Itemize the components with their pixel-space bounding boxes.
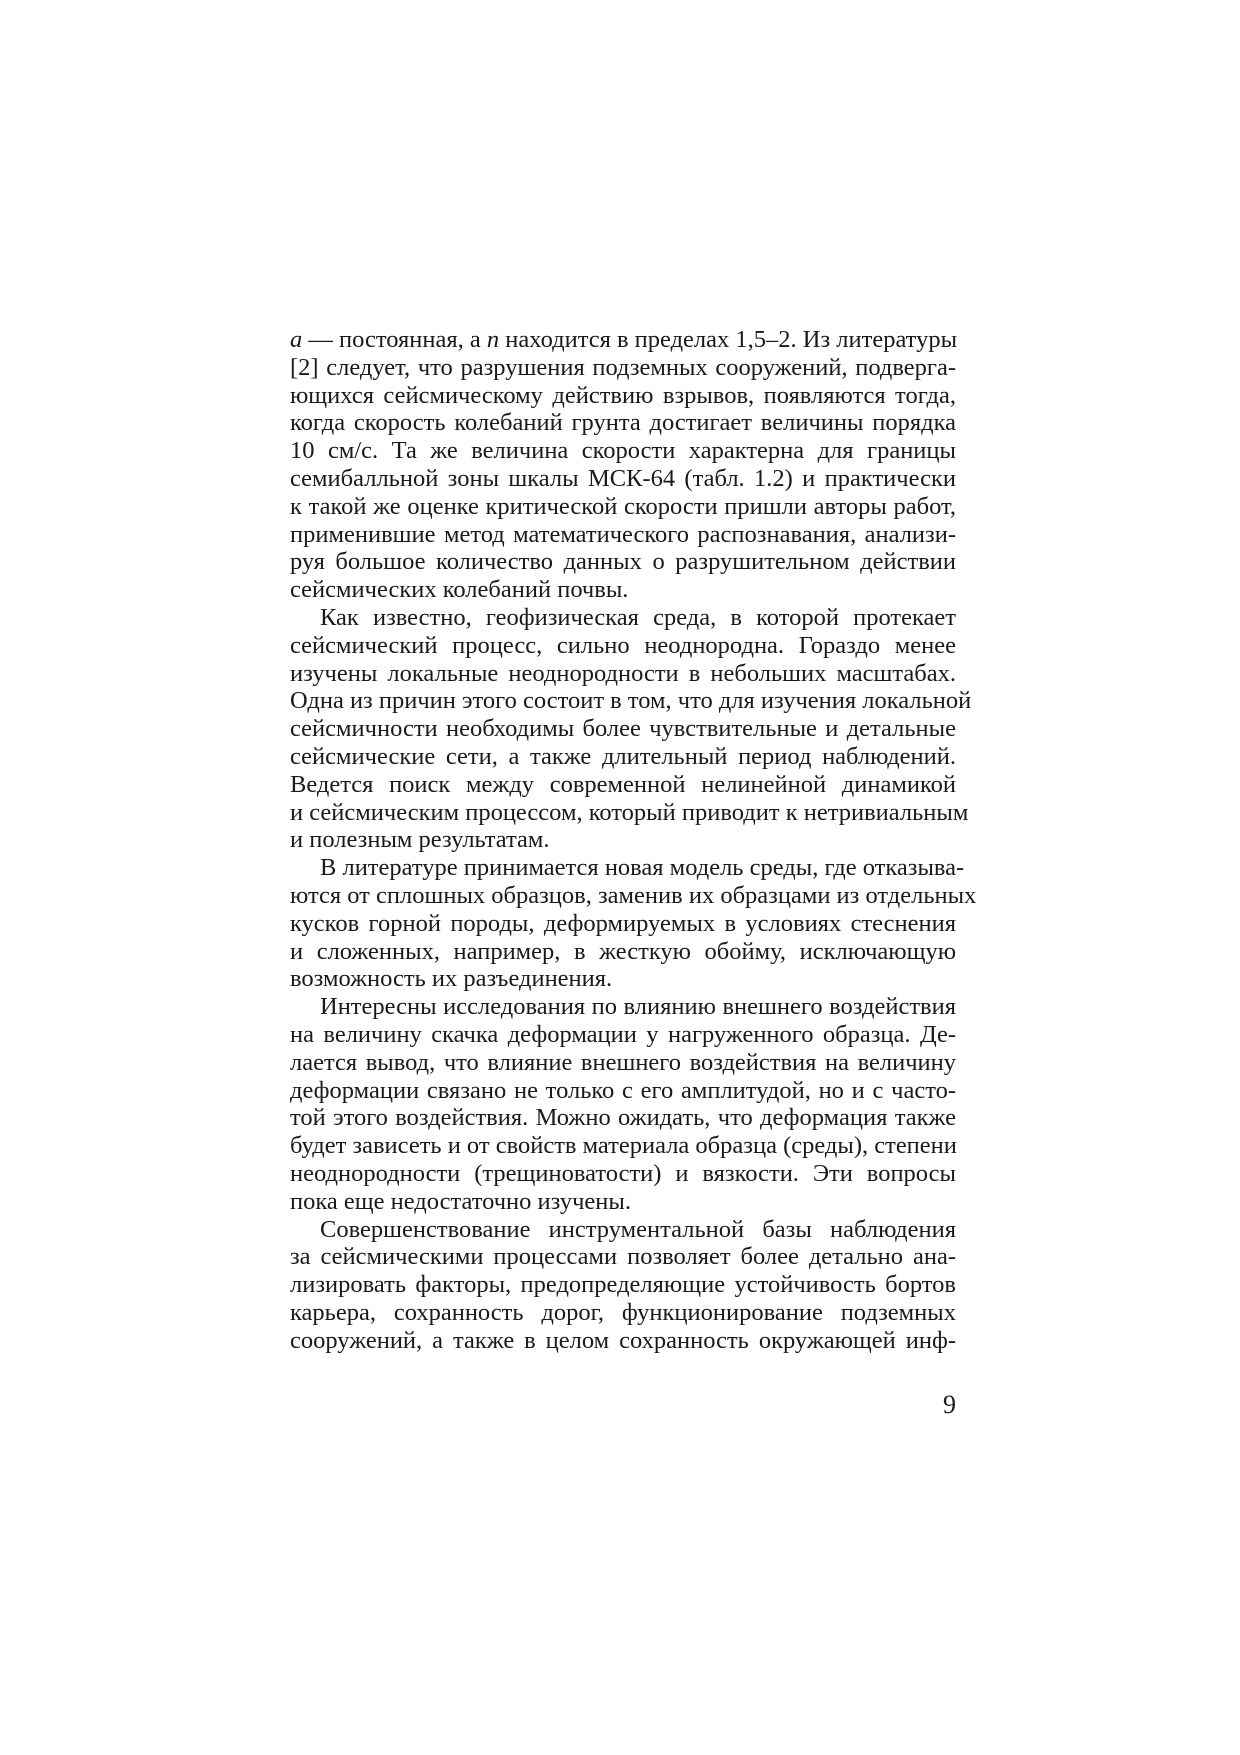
text-line: кусков горной породы, деформируемых в условиях стеснения <box>290 909 956 937</box>
text-line: семибалльной зоны шкалы МСК-64 (табл. 1.2) и практически <box>290 464 956 492</box>
text-line: изучены локальные неоднородности в небольших масштабах. <box>290 659 956 687</box>
text-line: и полезным результатам. <box>290 826 550 854</box>
body-text <box>290 326 977 1354</box>
text-line: [2] следует, что разрушения подземных сооружений, подверга- <box>290 353 956 381</box>
variable-n: n <box>486 326 500 353</box>
paragraph-2 <box>290 603 972 854</box>
text-line: лизировать факторы, предопределяющие устойчивость бортов <box>290 1271 956 1299</box>
text-line: Как известно, геофизическая среда, в которой протекает <box>320 603 956 631</box>
text-line: Ведется поиск между современной нелинейной динамикой <box>290 770 956 798</box>
text-line: В литературе принимается новая модель среды, где отказыва- <box>320 854 965 882</box>
text-line: a — постоянная, а n находится в пределах 1,5–2. Из литературы <box>290 326 958 353</box>
text-line: возможность их разъединения. <box>290 965 613 993</box>
text-line: ются от сплошных образцов, заменив их образцами из отдельных <box>290 881 977 909</box>
text-line: руя большое количество данных о разрушительном действии <box>290 548 956 576</box>
text-line: сейсмические сети, а также длительный период наблюдений. <box>290 742 956 770</box>
text-line: сооружений, а также в целом сохранность окружающей инф- <box>290 1326 956 1354</box>
text-line: пока еще недостаточно изучены. <box>290 1187 631 1215</box>
text-line: лается вывод, что влияние внешнего воздействия на величину <box>290 1048 956 1076</box>
text-line: Одна из причин этого состоит в том, что для изучения локальной <box>290 687 972 715</box>
text-line: применившие метод математического распознавания, анализи- <box>290 520 956 548</box>
paragraph-4 <box>290 993 956 1215</box>
text-line: и сложенных, например, в жесткую обойму, исключающую <box>290 937 956 965</box>
text-line: сейсмический процесс, сильно неоднородна. Гораздо менее <box>290 631 956 659</box>
text-line: 10 см/с. Та же величина скорости характерна для границы <box>290 437 956 465</box>
text-line: неоднородности (трещиноватости) и вязкости. Эти вопросы <box>290 1159 956 1187</box>
paragraph-1 <box>290 326 956 604</box>
text-line: сейсмических колебаний почвы. <box>290 576 629 604</box>
text-line: и сейсмическим процессом, который приводит к нетривиальным <box>290 798 969 826</box>
text-line: Интересны исследования по влиянию внешнего воздействия <box>320 993 956 1021</box>
text-line: Совершенствование инструментальной базы наблюдения <box>320 1215 956 1243</box>
variable-a: a <box>290 326 303 353</box>
text-line: той этого воздействия. Можно ожидать, что деформация также <box>290 1104 956 1132</box>
text-line: за сейсмическими процессами позволяет более детально ана- <box>290 1243 956 1271</box>
text-line: карьера, сохранность дорог, функционирование подземных <box>290 1298 956 1326</box>
paragraph-3 <box>290 854 977 993</box>
text-line: на величину скачка деформации у нагруженного образца. Де- <box>290 1020 956 1048</box>
paragraph-5 <box>290 1216 956 1355</box>
text-line: будет зависеть и от свойств материала образца (среды), степени <box>290 1132 957 1160</box>
text-line: деформации связано не только с его амплитудой, но и с часто- <box>290 1076 956 1104</box>
text-line: к такой же оценке критической скорости пришли авторы работ, <box>290 492 956 520</box>
text-line: сейсмичности необходимы более чувствительные и детальные <box>290 715 956 743</box>
page-number: 9 <box>943 1390 956 1419</box>
text-line: ющихся сейсмическому действию взрывов, появляются тогда, <box>290 381 956 409</box>
text-line: когда скорость колебаний грунта достигает величины порядка <box>290 409 956 437</box>
